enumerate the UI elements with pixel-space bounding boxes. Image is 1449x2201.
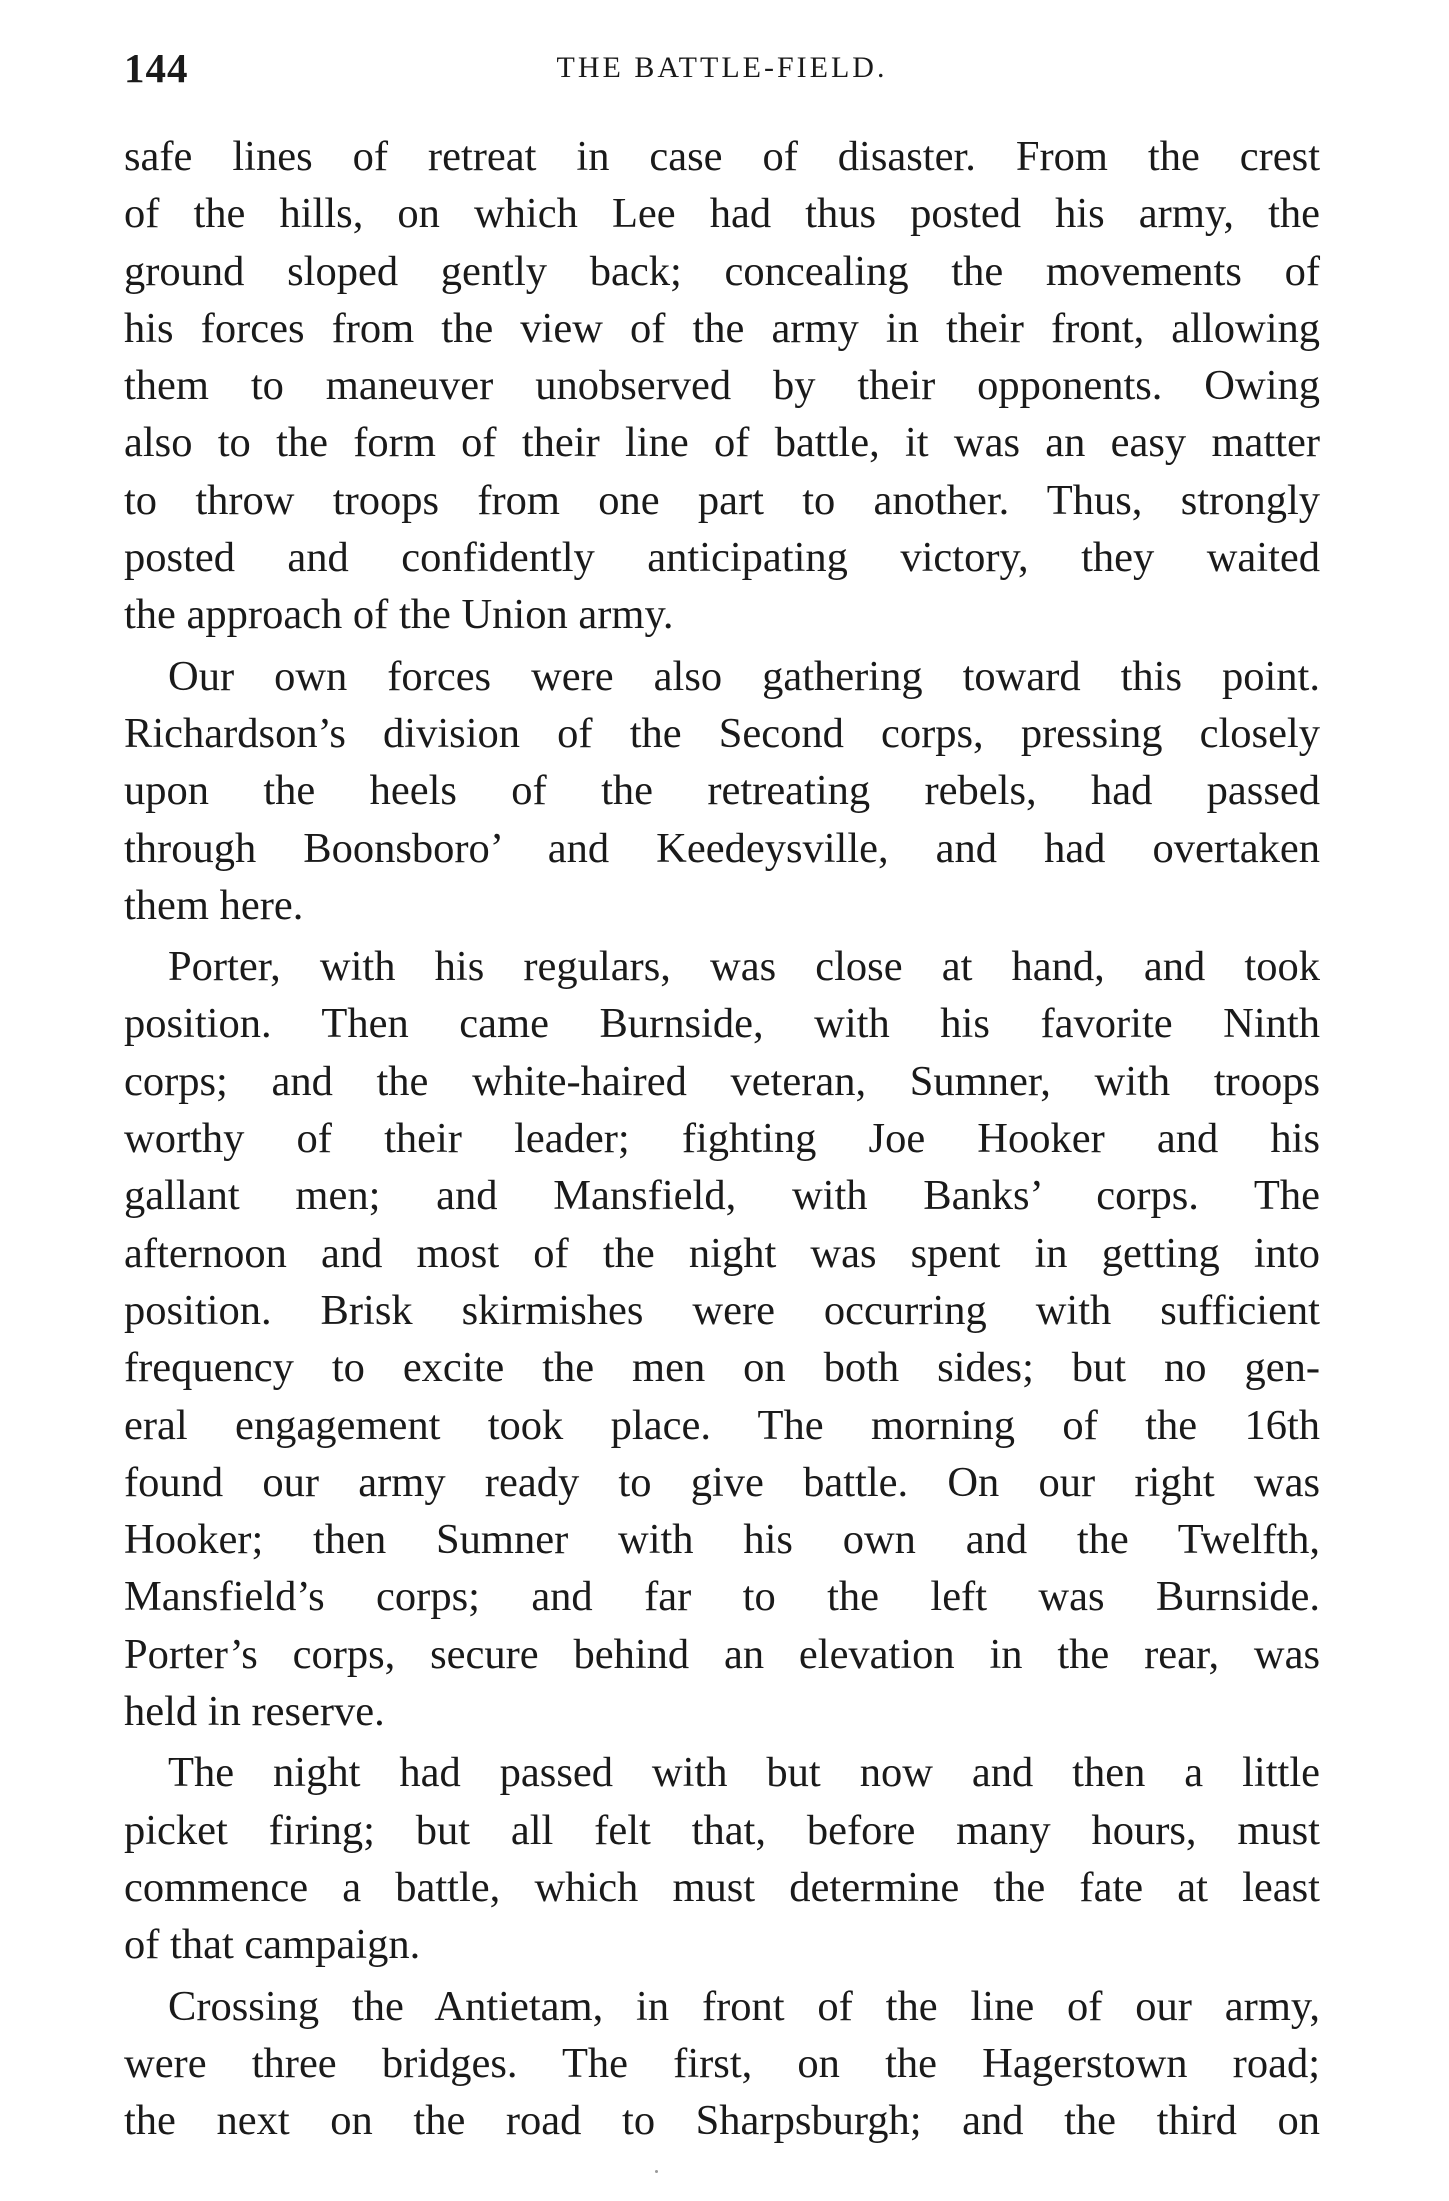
text-line: to throw troops from one part to another. Thus, strongly <box>124 476 1320 524</box>
text-line: them here. <box>124 881 304 929</box>
text-line: upon the heels of the retreating rebels, had passed <box>124 767 1320 815</box>
text-line: position. Brisk skirmishes were occurring with sufficient <box>124 1286 1320 1334</box>
text-line: Crossing the Antietam, in front of the line of our army, <box>168 1982 1320 2030</box>
text-line: ground sloped gently back; concealing the movements of <box>124 247 1320 295</box>
text-line: Mansfield’s corps; and far to the left was Burnside. <box>124 1573 1320 1621</box>
text-line: Porter’s corps, secure behind an elevation in the rear, was <box>124 1630 1320 1678</box>
text-line: of the hills, on which Lee had thus posted his army, the <box>124 190 1320 238</box>
running-title: THE BATTLE-FIELD. <box>556 51 888 84</box>
text-line: eral engagement took place. The morning of the 16th <box>124 1401 1320 1449</box>
text-line: the next on the road to Sharpsburgh; and the third on <box>124 2097 1320 2145</box>
text-line: held in reserve. <box>124 1688 385 1736</box>
text-line: his forces from the view of the army in their front, allowing <box>124 304 1320 352</box>
text-line: Porter, with his regulars, was close at hand, and took <box>168 943 1320 991</box>
running-head <box>124 38 1320 98</box>
print-speck <box>655 2170 658 2173</box>
text-line: the approach of the Union army. <box>124 591 674 639</box>
text-line: of that campaign. <box>124 1921 421 1969</box>
page-number: 144 <box>124 45 189 91</box>
paragraph-3 <box>124 938 1320 1740</box>
text-line: safe lines of retreat in case of disaster. From the crest <box>124 133 1320 180</box>
text-line: The night had passed with but now and then a little <box>168 1749 1320 1797</box>
text-line: corps; and the white-haired veteran, Sumner, with troops <box>124 1057 1320 1105</box>
text-line: picket firing; but all felt that, before many hours, must <box>124 1806 1320 1854</box>
paragraph-1 <box>124 128 1320 644</box>
text-line: Hooker; then Sumner with his own and the Twelfth, <box>124 1516 1320 1564</box>
body-text <box>124 128 1320 2149</box>
text-line: Our own forces were also gathering toward this point. <box>168 652 1320 700</box>
text-line: position. Then came Burnside, with his favorite Ninth <box>124 1000 1320 1048</box>
text-line: frequency to excite the men on both sides; but no gen- <box>124 1344 1320 1392</box>
text-line: Richardson’s division of the Second corps, pressing closely <box>124 709 1320 757</box>
text-line: worthy of their leader; fighting Joe Hooker and his <box>124 1115 1320 1163</box>
text-line: commence a battle, which must determine the fate at least <box>124 1863 1320 1911</box>
paragraph-4 <box>124 1744 1320 1973</box>
paragraph-2 <box>124 648 1320 934</box>
paragraph-5 <box>124 1978 1320 2150</box>
text-line: found our army ready to give battle. On our right was <box>124 1458 1320 1506</box>
text-line: posted and confidently anticipating victory, they waited <box>124 534 1320 582</box>
text-line: also to the form of their line of battle, it was an easy matter <box>124 419 1320 467</box>
text-line: were three bridges. The first, on the Hagerstown road; <box>124 2039 1320 2087</box>
text-line: through Boonsboro’ and Keedeysville, and had overtaken <box>124 824 1320 872</box>
text-line: afternoon and most of the night was spent in getting into <box>124 1229 1320 1277</box>
text-line: gallant men; and Mansfield, with Banks’ corps. The <box>124 1172 1320 1220</box>
text-line: them to maneuver unobserved by their opponents. Owing <box>124 362 1320 410</box>
